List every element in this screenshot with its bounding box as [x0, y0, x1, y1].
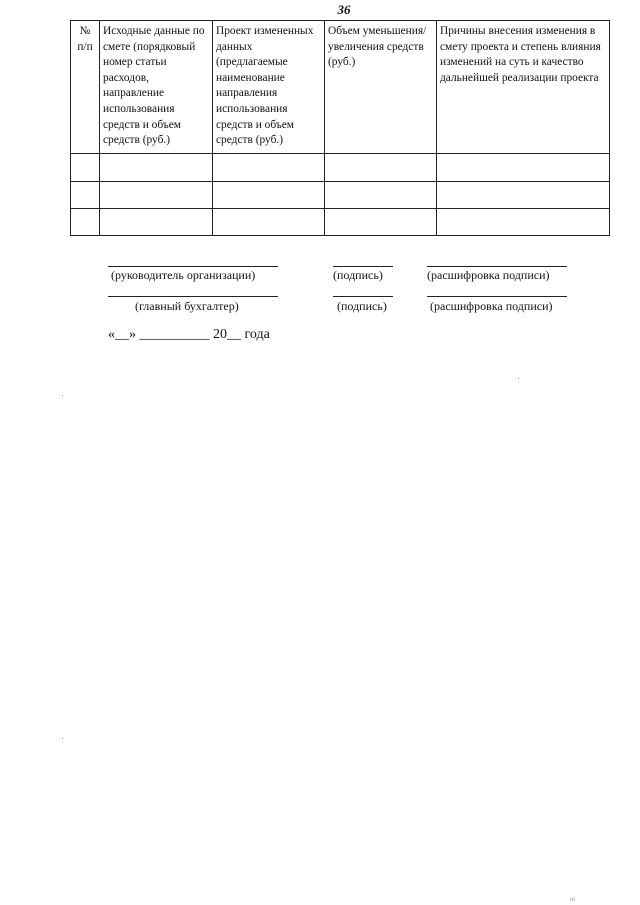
table-row: [71, 182, 610, 209]
table-cell: [437, 209, 610, 236]
scan-speck: [518, 378, 519, 379]
head-signature-line: [333, 266, 393, 267]
table-cell: [437, 182, 610, 209]
head-signature-caption: (подпись): [333, 268, 383, 282]
table-cell: [213, 182, 325, 209]
head-decode-line: [427, 266, 567, 267]
accountant-signature-caption: (подпись): [337, 299, 387, 313]
table-cell: [325, 154, 437, 182]
accountant-signature-line: [333, 296, 393, 297]
budget-changes-table: [70, 20, 610, 236]
table-cell: [71, 154, 100, 182]
accountant-decode-line: [427, 296, 567, 297]
head-decode-caption: (расшифровка подписи): [427, 268, 550, 282]
table-cell: [325, 209, 437, 236]
header-original-data: Исходные данные по смете (порядковый номер статьи расходов, направление использования средств и объем средств (руб.): [100, 21, 213, 154]
table-cell: [100, 182, 213, 209]
accountant-name-line: [108, 296, 278, 297]
head-name-line: [108, 266, 278, 267]
table-cell: [437, 154, 610, 182]
accountant-decode-caption: (расшифровка подписи): [430, 299, 553, 313]
table-cell: [100, 209, 213, 236]
date-line: «__» __________ 20__ года: [108, 327, 270, 342]
table-cell: [100, 154, 213, 182]
table-cell: [213, 209, 325, 236]
header-change-amount: Объем уменьшения/увеличения средств (руб.): [325, 21, 437, 154]
table-row: [71, 154, 610, 182]
header-change-reasons: Причины внесения изменения в смету проекта и степень влияния изменений на суть и качество дальнейшей реализации проекта: [437, 21, 610, 154]
page-number: 36: [337, 2, 351, 17]
table-cell: [325, 182, 437, 209]
head-role-caption: (руководитель организации): [111, 268, 256, 282]
table-header-row: [71, 21, 610, 154]
header-row-number: № п/п: [71, 21, 100, 154]
scan-mark: ııı: [570, 896, 576, 903]
table-row: [71, 209, 610, 236]
accountant-role-caption: (главный бухгалтер): [135, 299, 239, 313]
table-cell: [71, 182, 100, 209]
scan-speck: [62, 738, 63, 739]
table-cell: [71, 209, 100, 236]
scan-speck: [62, 395, 63, 396]
table-cell: [213, 154, 325, 182]
header-proposed-data: Проект измененных данных (предлагаемые наименование направления использования средств и объем средств (руб.): [213, 21, 325, 154]
